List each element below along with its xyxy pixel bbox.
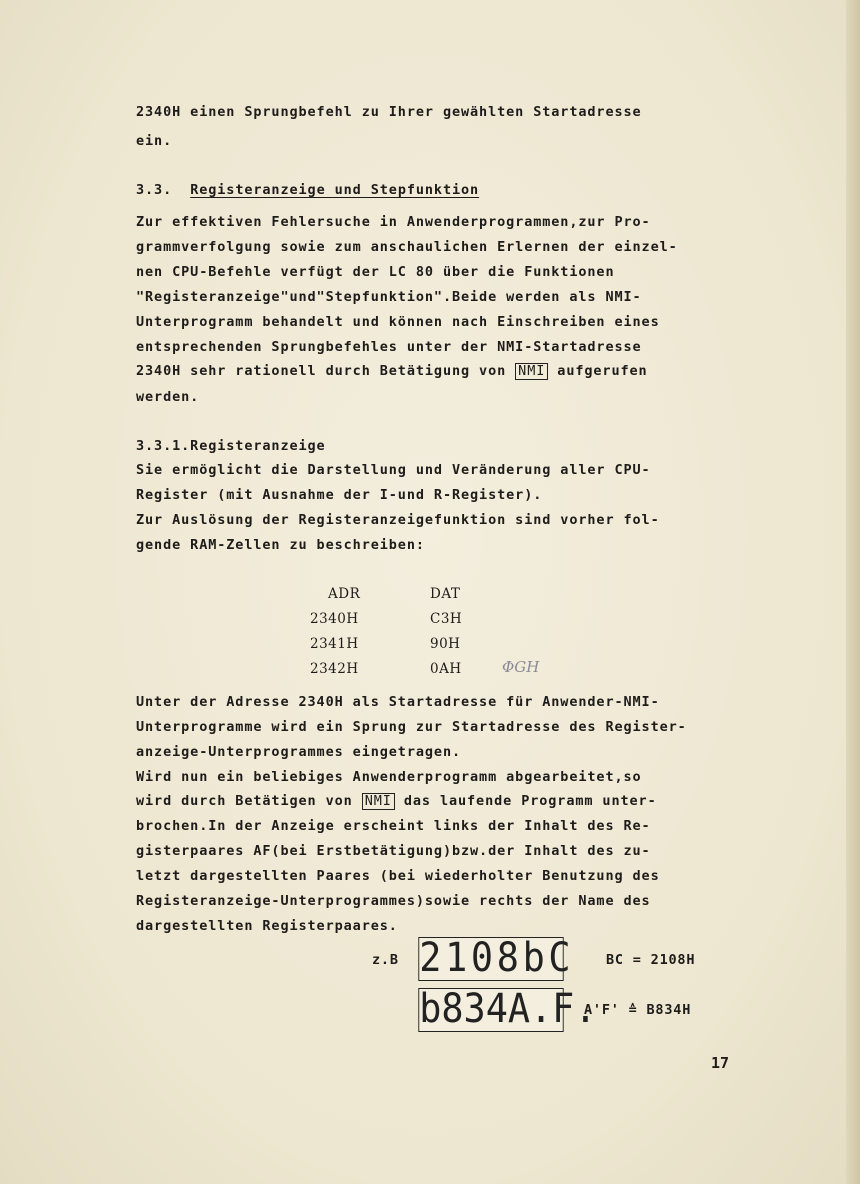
nmi-key: NMI (515, 363, 548, 380)
text-fragment: wird durch Betätigen von (136, 793, 353, 809)
seven-segment-display: b834A.F. (419, 986, 597, 1032)
paragraph-line: entsprechenden Sprungbefehles unter der NMI-Startadresse (136, 339, 642, 355)
section-title: Registeranzeige und Stepfunktion (190, 182, 480, 198)
paragraph-line: anzeige-Unterprogrammes eingetragen. (136, 744, 461, 760)
paragraph-line: brochen.In der Anzeige erscheint links der Inhalt des Re- (136, 818, 651, 834)
paragraph-line: nen CPU-Befehle verfügt der LC 80 über die Funktionen (136, 264, 615, 280)
table-cell-adr: 2340H (310, 611, 359, 627)
table-header-dat: DAT (430, 586, 461, 602)
paragraph-line: Register (mit Ausnahme der I-und R-Register). (136, 487, 543, 503)
section-heading (136, 181, 479, 199)
paragraph-line: Wird nun ein beliebiges Anwenderprogramm abgearbeitet,so (136, 769, 642, 785)
paragraph-line: gisterpaares AF(bei Erstbetätigung)bzw.der Inhalt des zu- (136, 843, 651, 859)
page-edge (846, 0, 860, 1184)
example-label: z.B (372, 952, 399, 968)
paragraph-line: grammverfolgung sowie zum anschaulichen Erlernen der einzel- (136, 239, 678, 255)
seven-segment-display: 2108bC (419, 935, 575, 981)
handwritten-note: ΦGH (502, 658, 540, 676)
nmi-key: NMI (362, 793, 395, 810)
paragraph-line: Zur Auslösung der Registeranzeigefunktion sind vorher fol- (136, 512, 660, 528)
table-cell-dat: C3H (430, 611, 463, 627)
page-number: 17 (711, 1054, 730, 1072)
intro-line: ein. (136, 133, 173, 149)
paragraph-line: Unterprogramme wird ein Sprung zur Startadresse des Register- (136, 719, 687, 735)
table-cell-adr: 2341H (310, 636, 359, 652)
paragraph-line: gende RAM-Zellen zu beschreiben: (136, 537, 425, 553)
paragraph-line: dargestellten Registerpaares. (136, 918, 398, 934)
paragraph-line: Sie ermöglicht die Darstellung und Veränderung aller CPU- (136, 462, 651, 478)
table-cell-adr: 2342H (310, 661, 359, 677)
table-header-adr: ADR (328, 586, 361, 602)
paragraph-line (136, 362, 648, 380)
table-cell-dat: 90H (430, 636, 461, 652)
text-fragment: 2340H sehr rationell durch Betätigung von (136, 363, 507, 379)
display-caption: A'F' ≙ B834H (584, 1002, 692, 1018)
paragraph-line: "Registeranzeige"und"Stepfunktion".Beide werden als NMI- (136, 289, 642, 305)
intro-line: 2340H einen Sprungbefehl zu Ihrer gewählten Startadresse (136, 104, 642, 120)
section-number: 3.3. (136, 182, 173, 198)
text-fragment: das laufende Programm unter- (403, 793, 657, 809)
paragraph-line: letzt dargestellten Paares (bei wiederholter Benutzung des (136, 868, 660, 884)
paragraph-line: Unterprogramm behandelt und können nach Einschreiben eines (136, 314, 660, 330)
subsection-title: 3.3.1.Registeranzeige (136, 438, 326, 454)
paragraph-line: Unter der Adresse 2340H als Startadresse für Anwender-NMI- (136, 694, 660, 710)
paragraph-line: Zur effektiven Fehlersuche in Anwenderprogrammen,zur Pro- (136, 214, 651, 230)
table-cell-dat: 0AH (430, 661, 462, 677)
text-fragment: aufgerufen (557, 363, 648, 379)
display-caption: BC = 2108H (606, 952, 696, 968)
paragraph-line (136, 792, 657, 810)
paragraph-line: Registeranzeige-Unterprogrammes)sowie rechts der Name des (136, 893, 651, 909)
paragraph-line: werden. (136, 389, 200, 405)
